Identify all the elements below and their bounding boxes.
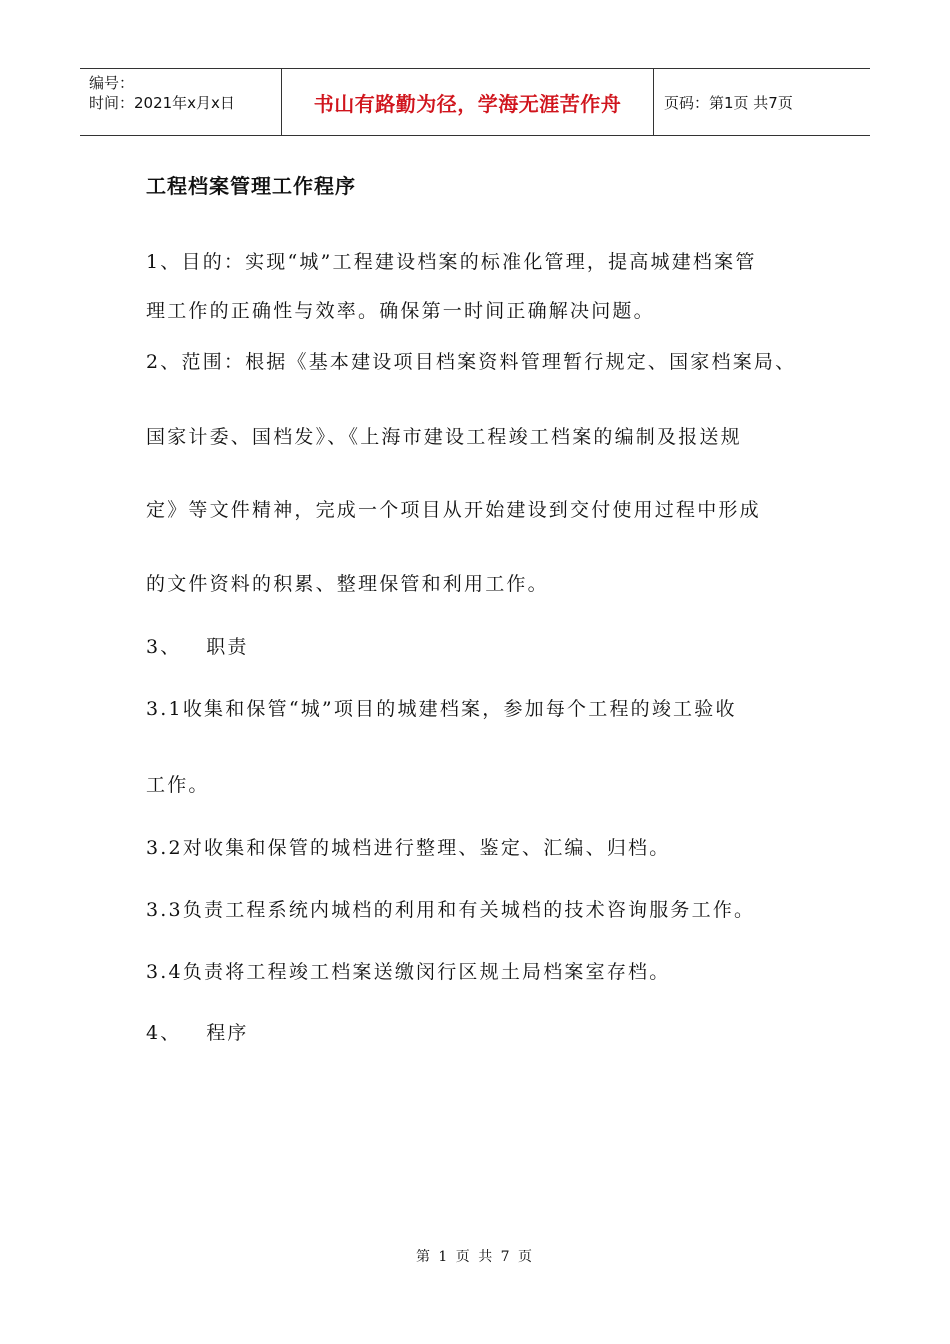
section-heading-procedure: 4、 程序 xyxy=(146,1022,249,1044)
section-heading-duties: 3、 职责 xyxy=(146,636,249,658)
body-line: 3.2对收集和保管的城档进行整理、鉴定、汇编、归档。 xyxy=(146,837,671,859)
header-page-cell xyxy=(654,69,870,135)
document-date-label: 时间：2021年x月x日 xyxy=(89,94,235,112)
header-motto-cell xyxy=(282,69,654,135)
document-number-label: 编号： xyxy=(89,74,135,92)
body-line: 的文件资料的积累、整理保管和利用工作。 xyxy=(146,573,549,595)
body-line: 3.4负责将工程竣工档案送缴闵行区规土局档案室存档。 xyxy=(146,961,671,983)
header-page-number: 页码：第1页 共7页 xyxy=(664,93,793,112)
body-line: 理工作的正确性与效率。确保第一时间正确解决问题。 xyxy=(146,300,655,322)
document-title: 工程档案管理工作程序 xyxy=(146,174,356,198)
header-info-cell xyxy=(80,69,282,135)
page-footer: 第 1 页 共 7 页 xyxy=(415,1249,535,1265)
body-line: 3.3负责工程系统内城档的利用和有关城档的技术咨询服务工作。 xyxy=(146,899,756,921)
body-line: 国家计委、国档发》、《上海市建设工程竣工档案的编制及报送规 xyxy=(146,426,742,448)
body-line: 2、范围：根据《基本建设项目档案资料管理暂行规定、国家档案局、 xyxy=(146,351,797,373)
header-motto: 书山有路勤为径，学海无涯苦作舟 xyxy=(313,91,622,116)
body-line: 定》等文件精神，完成一个项目从开始建设到交付使用过程中形成 xyxy=(146,499,761,521)
header-table xyxy=(80,68,870,136)
body-line: 3.1收集和保管“城”项目的城建档案，参加每个工程的竣工验收 xyxy=(146,698,737,720)
body-line: 1、目的：实现“城”工程建设档案的标准化管理，提高城建档案管 xyxy=(146,251,757,273)
body-line: 工作。 xyxy=(146,774,210,796)
